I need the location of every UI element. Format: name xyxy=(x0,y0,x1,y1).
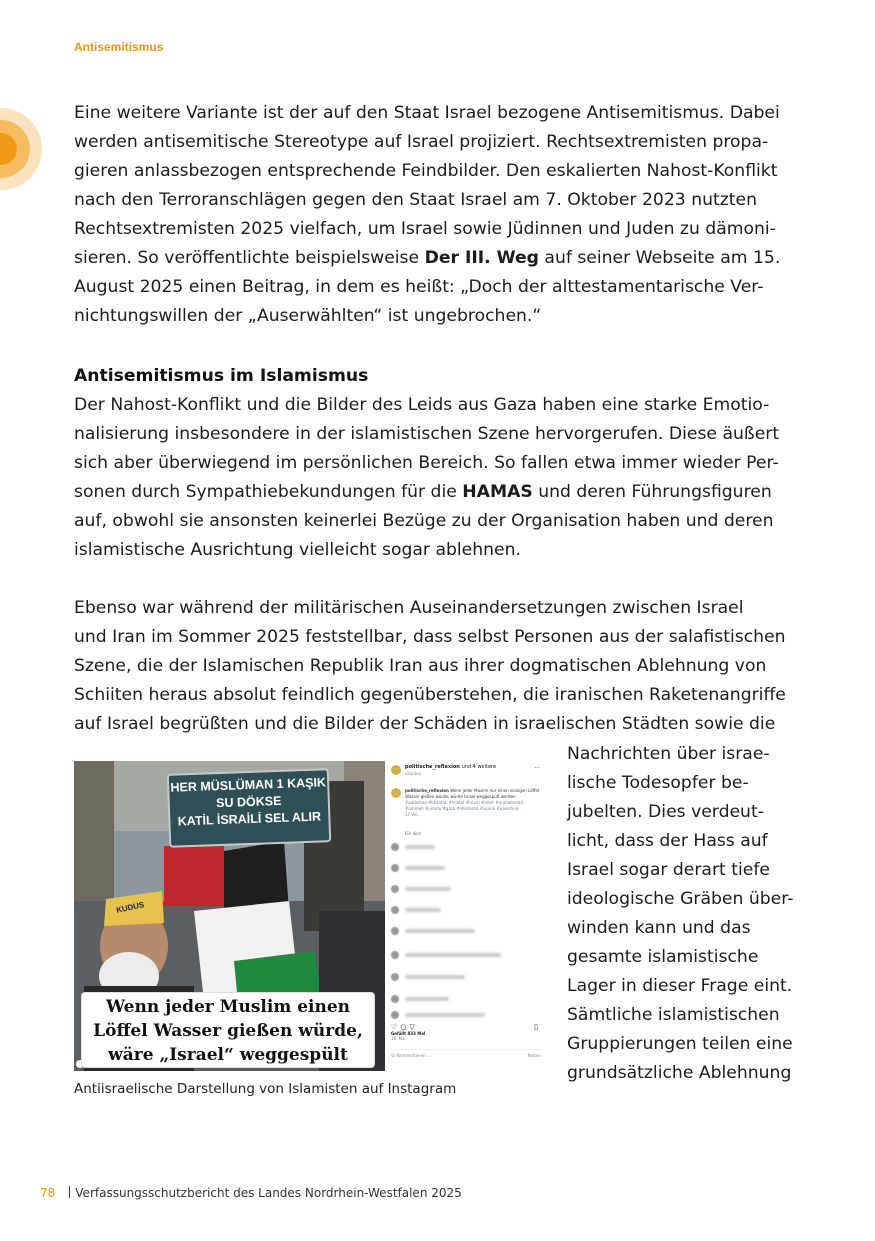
text-line: nichtungswillen der „Auserwählten“ ist ungebrochen.“ xyxy=(74,306,542,326)
text-line: auf, obwohl sie ansonsten keinerlei Bezüge zu der Organisation haben und deren xyxy=(74,511,774,531)
page-number: 78 xyxy=(40,1186,56,1200)
paragraph-2 xyxy=(74,391,794,565)
text-line: und Iran im Sommer 2025 feststellbar, dass selbst Personen aus der salafistischen xyxy=(74,627,786,647)
text-line: werden antisemitische Stereotype auf Israel projiziert. Rechtsextremisten propa- xyxy=(74,132,769,152)
text-line: grundsätzliche Ablehnung xyxy=(567,1063,792,1083)
protest-sign: HER MÜSLÜMAN 1 KAŞIK SU DÖKSE KATİL İSRAİLİ SEL ALIR xyxy=(167,768,331,848)
insta-post-text: politische_reflexion Wenn jeder Muslim nur einen einzigen Löffel Wasser gießen würde, würde Israel weggespült werden. #palästina #khilafah #hilafet #islam #allah #muhammad #ummah #umma #gaza #islamisch #sunna #palestine 17 Wo. xyxy=(405,788,540,817)
text-line: Ebenso war während der militärischen Auseinandersetzungen zwischen Israel xyxy=(74,598,744,618)
text-line: Eine weitere Variante ist der auf den Staat Israel bezogene Antisemitismus. Dabei xyxy=(74,103,780,123)
post-button: Posten xyxy=(527,1053,541,1058)
text-line: auf Israel begrüßten und die Bilder der Schäden in israelischen Städten sowie die xyxy=(74,714,776,734)
insta-footer: ♡○▽ ▯ Gefällt 833 Mal 18. Mai ☺ Kommentieren ... Posten xyxy=(391,1023,541,1058)
text-line: Gruppierungen teilen eine xyxy=(567,1034,793,1054)
avatar xyxy=(391,765,401,775)
paragraph-3 xyxy=(74,594,794,739)
text-line: islamistische Ausrichtung vielleicht sogar ablehnen. xyxy=(74,540,521,560)
decorative-circle-icon xyxy=(0,108,42,190)
text-line: Der Nahost-Konflikt und die Bilder des Leids aus Gaza haben eine starke Emotio- xyxy=(74,395,770,415)
text-line: licht, dass der Hass auf xyxy=(567,831,768,851)
comment-row xyxy=(391,864,541,872)
paragraph-3-continuation xyxy=(567,740,807,1088)
comment-row xyxy=(391,927,541,935)
image-caption-overlay: Wenn jeder Muslim einen Löffel Wasser gießen würde, wäre „Israel“ weggespült xyxy=(82,993,374,1067)
insta-username: politische_reflexion und 4 weitere xyxy=(405,764,497,770)
text-line: Rechtsextremisten 2025 vielfach, um Israel sowie Jüdinnen und Juden zu dämoni- xyxy=(74,219,776,239)
text-line: nach den Terroranschlägen gegen den Staat Israel am 7. Oktober 2023 nutzten xyxy=(74,190,757,210)
page-footer xyxy=(40,1186,462,1200)
text-line: Sämtliche islamistischen xyxy=(567,1005,780,1025)
comment-row xyxy=(391,906,541,914)
footer-title: Verfassungsschutzbericht des Landes Nordrhein-Westfalen 2025 xyxy=(75,1186,462,1200)
insta-location: Istanbul xyxy=(405,771,422,776)
text-line: ideologische Gräben über- xyxy=(567,889,794,909)
text-line: Szene, die der Islamischen Republik Iran aus ihrer dogmatischen Ablehnung von xyxy=(74,656,767,676)
instagram-panel xyxy=(387,761,544,1071)
text-line: lische Todesopfer be- xyxy=(567,773,749,793)
avatar xyxy=(391,788,401,798)
text-line: gieren anlassbezogen entsprechende Feindbilder. Den eskalierten Nahost-Konflikt xyxy=(74,161,778,181)
replies-filter: Für dich xyxy=(405,831,421,836)
text-line: sonen durch Sympathiebekundungen für die HAMAS und deren Führungsfiguren xyxy=(74,482,772,502)
comment-row xyxy=(391,951,541,959)
comment-row xyxy=(391,995,541,1003)
protest-photo xyxy=(74,761,385,1071)
text-line: gesamte islamistische xyxy=(567,947,759,967)
text-line: Israel sogar derart tiefe xyxy=(567,860,770,880)
section-heading: Antisemitismus im Islamismus xyxy=(74,366,369,386)
comment-input: Kommentieren ... xyxy=(396,1053,431,1058)
text-line: Nachrichten über israe- xyxy=(567,744,770,764)
figure-caption: Antiisraelische Darstellung von Islamisten auf Instagram xyxy=(74,1081,457,1097)
instagram-figure xyxy=(74,761,544,1071)
text-line: jubelten. Dies verdeut- xyxy=(567,802,764,822)
comment-row xyxy=(391,885,541,893)
comment-row xyxy=(391,843,541,851)
text-line: nalisierung insbesondere in der islamistischen Szene hervorgerufen. Diese äußert xyxy=(74,424,780,444)
text-line: Lager in dieser Frage eint. xyxy=(567,976,793,996)
bold-term: Der III. Weg xyxy=(424,248,539,268)
text-line: August 2025 einen Beitrag, in dem es heißt: „Doch der alttestamentarische Ver- xyxy=(74,277,764,297)
text-line: sieren. So veröffentlichte beispielsweise Der III. Weg auf seiner Webseite am 15. xyxy=(74,248,781,268)
crown-text: KUDUS xyxy=(115,900,146,915)
running-head: Antisemitismus xyxy=(74,40,164,54)
text-line: winden kann und das xyxy=(567,918,751,938)
bold-term: HAMAS xyxy=(462,482,533,502)
text-line: Schiiten heraus absolut feindlich gegenüberstehen, die iranischen Raketenangriffe xyxy=(74,685,786,705)
comment-row xyxy=(391,973,541,981)
like-comment-share-icons: ♡○▽ ▯ xyxy=(391,1023,541,1031)
comment-row xyxy=(391,1011,541,1019)
text-line: sich aber überwiegend im persönlichen Bereich. So fallen etwa immer wieder Per- xyxy=(74,453,779,473)
paragraph-1 xyxy=(74,99,794,331)
more-icon: ... xyxy=(534,763,540,770)
